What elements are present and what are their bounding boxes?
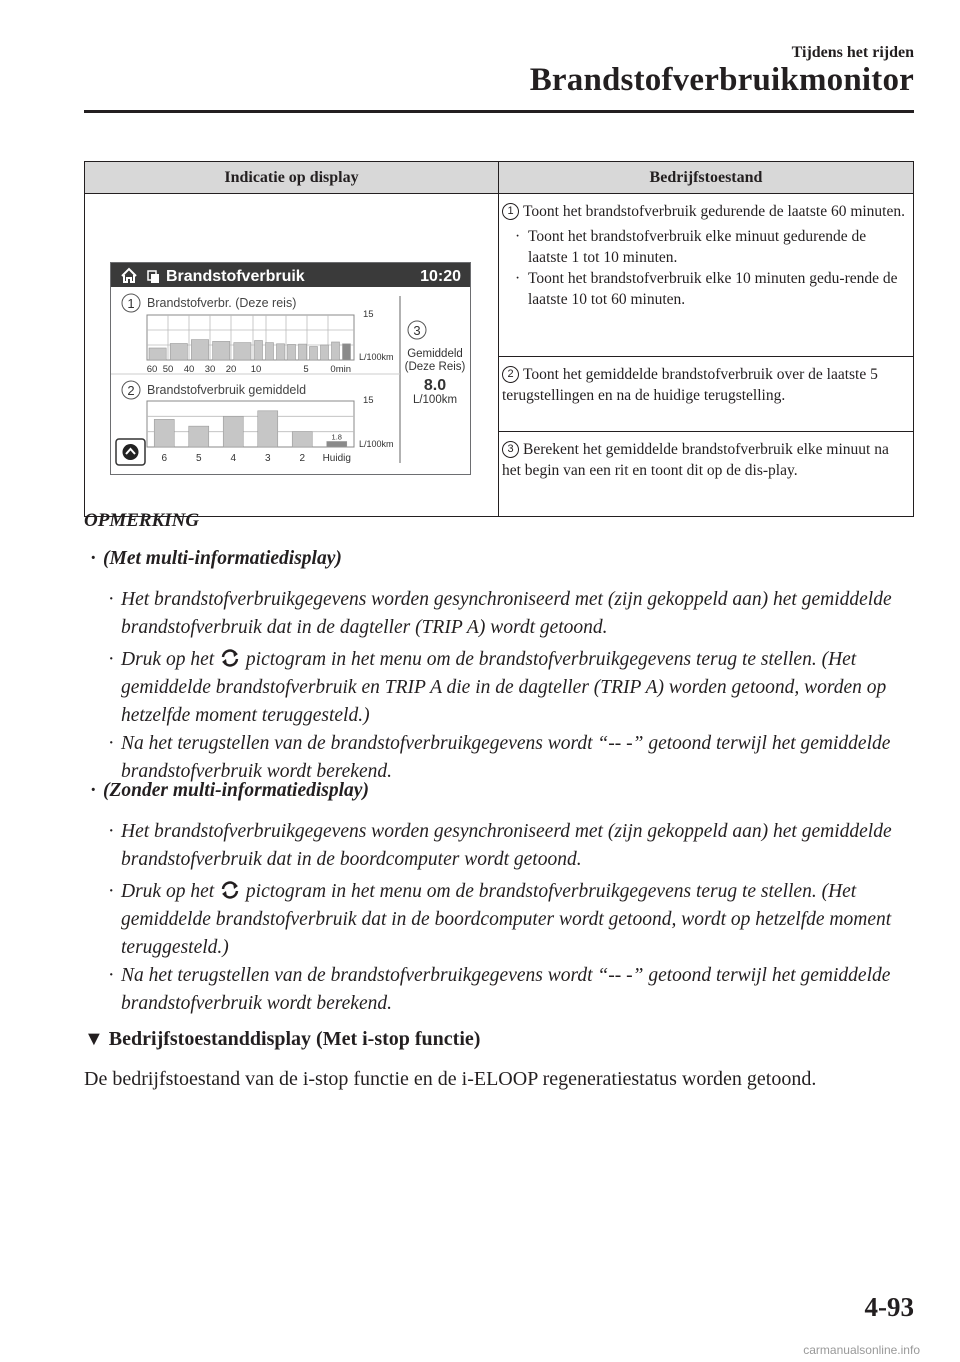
note-group1-item3	[108, 730, 911, 786]
note-group1-heading	[90, 548, 342, 570]
chart2-tick-label: 3	[264, 453, 271, 464]
chart1-bar-10min	[213, 341, 230, 360]
bullet-dot: ·	[108, 821, 115, 842]
section-marker: ▼	[84, 1028, 104, 1050]
chart2-bar	[327, 441, 347, 447]
bullet-dot: ·	[108, 649, 115, 670]
bullet-dot: ·	[108, 881, 115, 902]
chart2-tick-label: 6	[161, 453, 168, 464]
chart1-bar-1min	[310, 347, 318, 361]
screen-title: Brandstofverbruik	[166, 268, 305, 285]
chart1-tick-label: 50	[162, 364, 174, 375]
row1-bullet-2: Toont het brandstofverbruik elke 10 minuten gedu-rende de laatste 10 tot 60 minuten.	[528, 270, 898, 308]
chart2-bar	[154, 419, 174, 447]
note-group1-heading-text: (Met multi-informatiedisplay)	[103, 548, 342, 569]
chart1-tick-label: 5	[303, 364, 309, 375]
chart1-bar-1min	[288, 344, 296, 360]
chart1-tick-label: 40	[183, 364, 195, 375]
bullet-dot: ·	[515, 270, 521, 287]
note-group2-item3	[108, 962, 911, 1018]
note-group2-item1-text: Het brandstofverbruikgegevens worden gesynchroniseerd met (zijn gekoppeld aan) het gemiddelde brandstofverbruik dat in de boordcomputer wordt getoond.	[121, 821, 892, 870]
chart1-tick-label: 60	[146, 364, 158, 375]
row1-num: 1	[502, 203, 519, 220]
avg-value: 8.0	[423, 377, 447, 394]
note-group1-item2	[108, 646, 911, 730]
note-group2-item2-text: pictogram in het menu om de brandstofverbruikgegevens terug te stellen. (Het gemiddelde brandstofverbruik dat in de boordcomputer wordt getoond, wordt op hetzelfde moment teruggesteld.)	[121, 881, 892, 958]
bullet-dot: ·	[90, 780, 97, 801]
chart2-bar	[189, 426, 209, 447]
chart1-unit-label: L/100km	[359, 352, 394, 362]
row1-main: Toont het brandstofverbruik gedurende de laatste 60 minuten.	[523, 203, 905, 220]
note-group1-item1	[108, 586, 911, 642]
section-body: De bedrijfstoestand van de i-stop functie en de i-ELOOP regeneratiestatus worden getoond.	[84, 1068, 817, 1090]
bullet-dot: ·	[90, 548, 97, 569]
bullet-dot: ·	[515, 228, 521, 245]
row2-text	[499, 357, 914, 432]
chart1-bar-10min	[234, 343, 251, 360]
chart1-tick-label: 0min	[330, 364, 351, 375]
reset-icon	[219, 648, 241, 668]
note-title: OPMERKING	[84, 510, 200, 531]
page-number: 4-93	[864, 1292, 914, 1322]
note-group2-item2	[108, 878, 911, 962]
chart2-bar	[223, 416, 243, 447]
chart1-bar-1min	[299, 344, 307, 360]
col-header-display: Indicatie op display	[85, 162, 499, 194]
chart2-label: Brandstofverbruik gemiddeld	[147, 383, 307, 397]
chart1-label: Brandstofverbr. (Deze reis)	[147, 296, 297, 310]
chart1-bar-1min	[255, 341, 263, 361]
avg-label-2: (Deze Reis)	[404, 361, 466, 373]
chart1-ymax-label: 15	[363, 309, 374, 320]
chart1-bar-1min	[332, 342, 340, 360]
chart2-tick-label: 2	[299, 453, 306, 464]
chart1-bar-10min	[191, 340, 208, 360]
note-group2-heading-text: (Zonder multi-informatiedisplay)	[103, 780, 369, 801]
reset-icon	[219, 880, 241, 900]
chart1-bar-1min	[343, 344, 351, 360]
section-title: Bedrijfstoestanddisplay (Met i-stop functie)	[108, 1028, 481, 1050]
avg-unit: L/100km	[412, 394, 458, 406]
row3-num: 3	[502, 441, 519, 458]
callout-2-text: 2	[127, 383, 135, 398]
chart2-tick-label: 5	[195, 453, 202, 464]
chart-average-consumption	[147, 395, 394, 464]
note-group1-item3-text: Na het terugstellen van de brandstofverbruikgegevens wordt “-- -” getoond terwijl het gemiddelde brandstofverbruik wordt berekend.	[121, 733, 891, 782]
reset-button[interactable]	[116, 439, 145, 465]
chart2-tick-label: 4	[230, 453, 237, 464]
chart1-bar-10min	[149, 348, 166, 360]
note-group1-item2-text: pictogram in het menu om de brandstofverbruikgegevens terug te stellen. (Het gemiddelde brandstofverbruik en TRIP A die in de dagteller (TRIP A) worden getoond, worden op hetzelfde moment teruggesteld.)	[121, 649, 887, 726]
row1-bullet-1: Toont het brandstofverbruik elke minuut gedurende de laatste 1 tot 10 minuten.	[528, 228, 867, 266]
avg-label-1: Gemiddeld	[407, 348, 463, 360]
chart1-bar-10min	[170, 344, 187, 361]
row2-main: Toont het gemiddelde brandstofverbruik over de laatste 5 terugstellingen en na de huidige terugstelling.	[502, 366, 878, 405]
screen-svg	[111, 263, 470, 474]
chart1-tick-label: 10	[250, 364, 262, 375]
col-header-state: Bedrijfstoestand	[499, 162, 914, 194]
row1-text	[499, 194, 914, 357]
chart1-bar-1min	[266, 343, 274, 360]
chart2-current-value-label: 1.8	[331, 432, 342, 442]
chart1-tick-label: 20	[225, 364, 237, 375]
press-prefix: Druk op het	[121, 649, 215, 670]
chart2-frame	[147, 401, 354, 447]
note-group2-item1	[108, 818, 911, 874]
section-label: Tijdens het rijden	[791, 44, 914, 61]
chart1-bar-1min	[277, 344, 285, 360]
chart2-bar	[292, 432, 312, 447]
info-table	[84, 161, 914, 517]
chart1-bar-1min	[321, 345, 329, 360]
screen-clock: 10:20	[420, 268, 461, 285]
reset-icon	[123, 444, 139, 460]
note-group1-item1-text: Het brandstofverbruikgegevens worden gesynchroniseerd met (zijn gekoppeld aan) het gemiddelde brandstofverbruik dat in de dagteller (TRIP A) wordt getoond.	[121, 589, 892, 638]
chart2-bar	[258, 411, 278, 447]
watermark: carmanualsonline.info	[803, 1343, 920, 1357]
press-prefix: Druk op het	[121, 881, 215, 902]
row3-main: Berekent het gemiddelde brandstofverbruik elke minuut na het begin van een rit en toont dit op de dis-play.	[502, 441, 889, 479]
header-rule	[84, 110, 914, 113]
chart-trip-consumption	[147, 309, 394, 375]
chart2-ymax-label: 15	[363, 395, 374, 406]
callout-3-text: 3	[413, 323, 421, 338]
note-group2-item3-text: Na het terugstellen van de brandstofverbruikgegevens wordt “-- -” getoond terwijl het gemiddelde brandstofverbruik wordt berekend.	[121, 965, 891, 1014]
bullet-dot: ·	[108, 733, 115, 754]
row3-text	[499, 432, 914, 517]
callout-1-text: 1	[127, 296, 135, 311]
chart1-tick-label: 30	[204, 364, 216, 375]
display-illustration-cell	[85, 194, 499, 517]
display-screen	[110, 262, 471, 475]
bullet-dot: ·	[108, 589, 115, 610]
chart2-unit-label: L/100km	[359, 439, 394, 449]
chart2-tick-label: Huidig	[322, 453, 351, 464]
page-title: Brandstofverbruikmonitor	[529, 62, 914, 98]
bullet-dot: ·	[108, 965, 115, 986]
note-group2-heading	[90, 780, 369, 802]
row2-num: 2	[502, 366, 519, 383]
section-heading	[84, 1028, 480, 1051]
